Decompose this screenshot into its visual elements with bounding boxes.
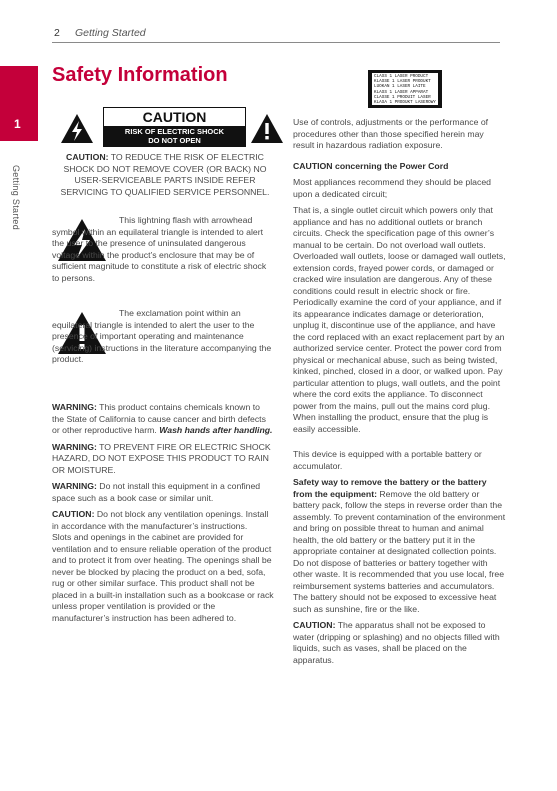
caution-paragraph: CAUTION: TO REDUCE THE RISK OF ELECTRIC SHOCK DO NOT REMOVE COVER (OR BACK) NO USER-SERVICEABLE PARTS INSIDE REFER SERVICING TO QUALIFIED SERVICE PERSONNEL. bbox=[60, 152, 270, 197]
power-cord-details: That is, a single outlet circuit which powers only that appliance and has no additional outlets or branch circuits. Check the specification page of this owner’s manual to be certain. Do not overload wall outlets. Overloaded wall outlets, loose or damaged wall outlets, extension cords, frayed power cords, or damaged or cracked wire insulation are dangerous. Any of these conditions could result in electric shock or fire. Periodically examine the cord of your appliance, and if its appearance indicates damage or deterioration, unplug it, discontinue use of the appliance, and have the cord replaced with an exact replacement part by an authorized service center. Protect the power cord from physical or mechanical abuse, such as being twisted, kinked, pinched, closed in a door, or walked upon. Pay particular attention to plugs, wall outlets, and the point where the cord exits the appliance. To disconnect power from the mains, pull out the mains cord plug. When installing the product, ensure that the plug is easily accessible. bbox=[293, 205, 506, 434]
battery-removal: Safety way to remove the battery or the battery from the equipment: Remove the old battery or battery pack, follow the steps in reverse order than the assembly. To prevent contamination of the environment and bring on possible threat to human and animal health, the old battery or the battery put it in the appropriate container at designated collection points. Do not dispose of batteries or battery together with other waste. It is recommended that you use local, free reimbursement systems batteries and accumulators. The battery should not be exposed to excessive heat such as sunshine, fire or the like. bbox=[293, 477, 506, 614]
laser-label-line: KLASS 1 LASER APPARAT bbox=[374, 89, 429, 95]
exclamation-warning-icon bbox=[250, 113, 284, 144]
laser-label-line: CLASSE 1 PRODUIT LASER bbox=[374, 94, 431, 100]
controls-warning: Use of controls, adjustments or the performance of procedures other than those specified herein may result in hazardous radiation exposure. bbox=[293, 117, 489, 150]
chapter-number: 1 bbox=[14, 117, 21, 131]
page-number: 2 bbox=[54, 27, 60, 39]
laser-label-line: KLASA 1 PRODUKT LASEROWY bbox=[374, 100, 436, 106]
lightning-warning-icon bbox=[60, 113, 94, 144]
lightning-description: This lightning flash with arrowhead symbol within an equilateral triangle is intended to alert the user to the presence of uninsulated dangerous voltage within the product’s enclosure that may be of sufficient magnitude to constitute a risk of electric shock to persons. bbox=[52, 215, 267, 283]
laser-label-line: LUOKAN 1 LASER LAITE bbox=[374, 84, 426, 90]
warning-confined-space: WARNING: Do not install this equipment in a confined space such as a book case or similar unit. bbox=[52, 481, 261, 503]
battery-note: This device is equipped with a portable battery or accumulator. bbox=[293, 449, 482, 471]
warning-chemicals: WARNING: This product contains chemicals known to the State of California to cause cancer and birth defects or other reproductive harm. Wash hands after handling. bbox=[52, 402, 273, 435]
left-warnings bbox=[52, 402, 274, 629]
header-divider bbox=[52, 42, 500, 43]
caution-water: CAUTION: The apparatus shall not be exposed to water (dripping or splashing) and no objects filled with liquids, such as vases, shall be placed on the apparatus. bbox=[293, 620, 500, 665]
laser-label-line: CLASS 1 LASER PRODUCT bbox=[374, 74, 429, 79]
caution-ventilation: CAUTION: Do not block any ventilation openings. Install in accordance with the manufacturer’s instructions. bbox=[52, 509, 269, 531]
exclamation-description: The exclamation point within an equilateral triangle is intended to alert the user to the presence of important operating and maintenance (servicing) instructions in the literature accompanying the product. bbox=[52, 308, 272, 364]
right-column bbox=[293, 117, 506, 671]
laser-label-line: KLASSE 1 LASER PRODUKT bbox=[374, 79, 431, 85]
section-header: Getting Started bbox=[75, 27, 146, 39]
caution-label-title: CAUTION bbox=[103, 107, 246, 126]
power-cord-heading: CAUTION concerning the Power Cord bbox=[293, 160, 449, 171]
slots-openings-text: Slots and openings in the cabinet are provided for ventilation and to ensure reliable operation of the product and to protect it from over heating. The openings shall be never be blocked by placing the product on a bed, sofa, rug or other similar surface. This product shall not be placed in a built-in installation such as a bookcase or rack unless proper ventilation is provided or the manufacturer’s instruction has been adhered to. bbox=[52, 532, 274, 623]
laser-product-label bbox=[368, 70, 442, 108]
chapter-tab-label: Getting Started bbox=[11, 165, 21, 231]
power-cord-intro: Most appliances recommend they should be placed upon a dedicated circuit; bbox=[293, 177, 491, 199]
page-title: Safety Information bbox=[52, 64, 228, 86]
caution-label-subtitle: RISK OF ELECTRIC SHOCK DO NOT OPEN bbox=[103, 126, 246, 147]
warning-moisture: WARNING: TO PREVENT FIRE OR ELECTRIC SHOCK HAZARD, DO NOT EXPOSE THIS PRODUCT TO RAIN OR MOISTURE. bbox=[52, 441, 271, 475]
caution-label bbox=[103, 107, 246, 146]
